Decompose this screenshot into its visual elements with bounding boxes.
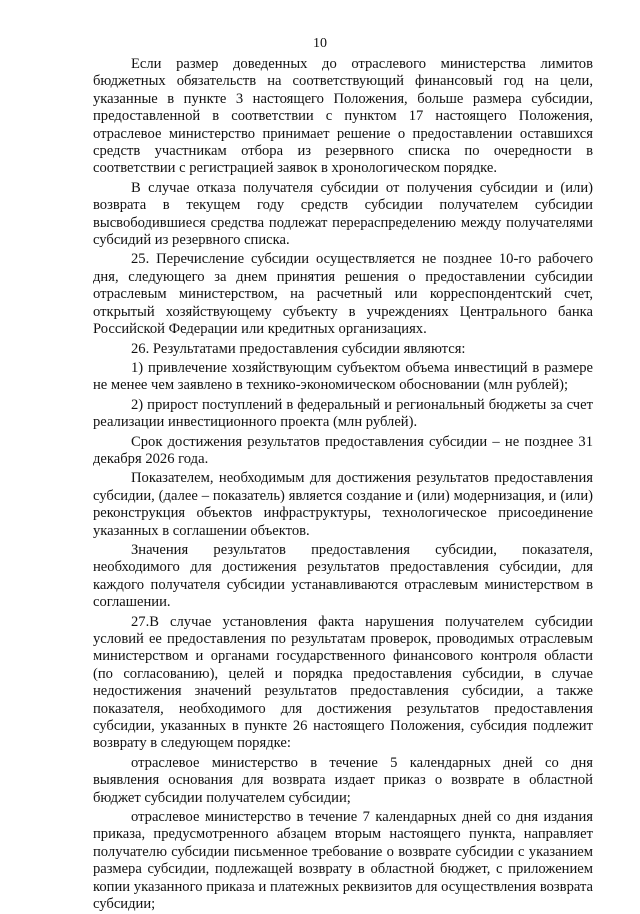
paragraph-order-1: отраслевое министерство в течение 5 календарных дней со дня выявления основания для возврата издает приказ о возврате в областной бюджет субсидии получателем субсидии; — [93, 754, 593, 806]
page-number: 10 — [313, 36, 327, 51]
paragraph-item-26: 26. Результатами предоставления субсидии являются: — [131, 340, 466, 357]
paragraph-reserve-list: Если размер доведенных до отраслевого министерства лимитов бюджетных обязательств на соответствующий финансовый год на цели, указанные в пункте 3 настоящего Положения, больше размера субсидии, предоставленной в соответствии с пунктом 17 настоящего Положения, отраслевое министерство принимает решение о предоставлении оставшихся средств участникам отбора из резервного списка по очередности в соответствии с регистрацией заявок в хронологическом порядке. — [93, 56, 593, 177]
paragraph-result-2: 2) прирост поступлений в федеральный и региональный бюджеты за счет реализации инвестиционного проекта (млн рублей). — [93, 396, 593, 431]
paragraph-refusal: В случае отказа получателя субсидии от получения субсидии и (или) возврата в текущем году средств субсидии получателем субсидии высвободившиеся средства подлежат перераспределению между получателями субсидий из резервного списка. — [93, 179, 593, 249]
paragraph-result-1: 1) привлечение хозяйствующим субъектом объема инвестиций в размере не менее чем заявлено в технико-экономическом обосновании (млн рублей); — [93, 359, 593, 394]
paragraph-order-2: отраслевое министерство в течение 7 календарных дней со дня издания приказа, предусмотренного абзацем вторым настоящего пункта, направляет получателю субсидии письменное требование о возврате субсидии с указанием размера субсидии, подлежащей возврату в областной бюджет, с приложением копии указанного приказа и платежных реквизитов для осуществления возврата субсидии; — [93, 809, 593, 913]
paragraph-values: Значения результатов предоставления субсидии, показателя, необходимого для достижения результатов предоставления субсидии, для каждого получателя субсидии устанавливаются отраслевым министерством в соглашении. — [93, 541, 593, 611]
paragraph-item-25: 25. Перечисление субсидии осуществляется не позднее 10-го рабочего дня, следующего за днем принятия решения о предоставлении субсидии отраслевым министерством, на расчетный или корреспондентский счет, открытый хозяйствующему субъекту в учреждениях Центрального банка Российской Федерации или кредитных организациях. — [93, 251, 593, 338]
paragraph-indicator: Показателем, необходимым для достижения результатов предоставления субсидии, (далее – показатель) является создание и (или) модернизация, и (или) реконструкция объектов инфраструктуры, технологическое присоединение указанных в соглашении объектов. — [93, 470, 593, 539]
paragraph-deadline: Срок достижения результатов предоставления субсидии – не позднее 31 декабря 2026 года. — [93, 433, 593, 467]
paragraph-item-27: 27.В случае установления факта нарушения получателем субсидии условий ее предоставления по результатам проверок, проводимых отраслевым министерством и органами государственного финансового контроля области (по согласованию), целей и порядка предоставления субсидии, в случае недостижения значений результатов предоставления субсидии, а также показателя, необходимого для достижения результатов предоставления субсидии, указанных в пункте 26 настоящего Положения, субсидия подлежит возврату в следующем порядке: — [93, 613, 593, 752]
document-body — [93, 56, 593, 914]
